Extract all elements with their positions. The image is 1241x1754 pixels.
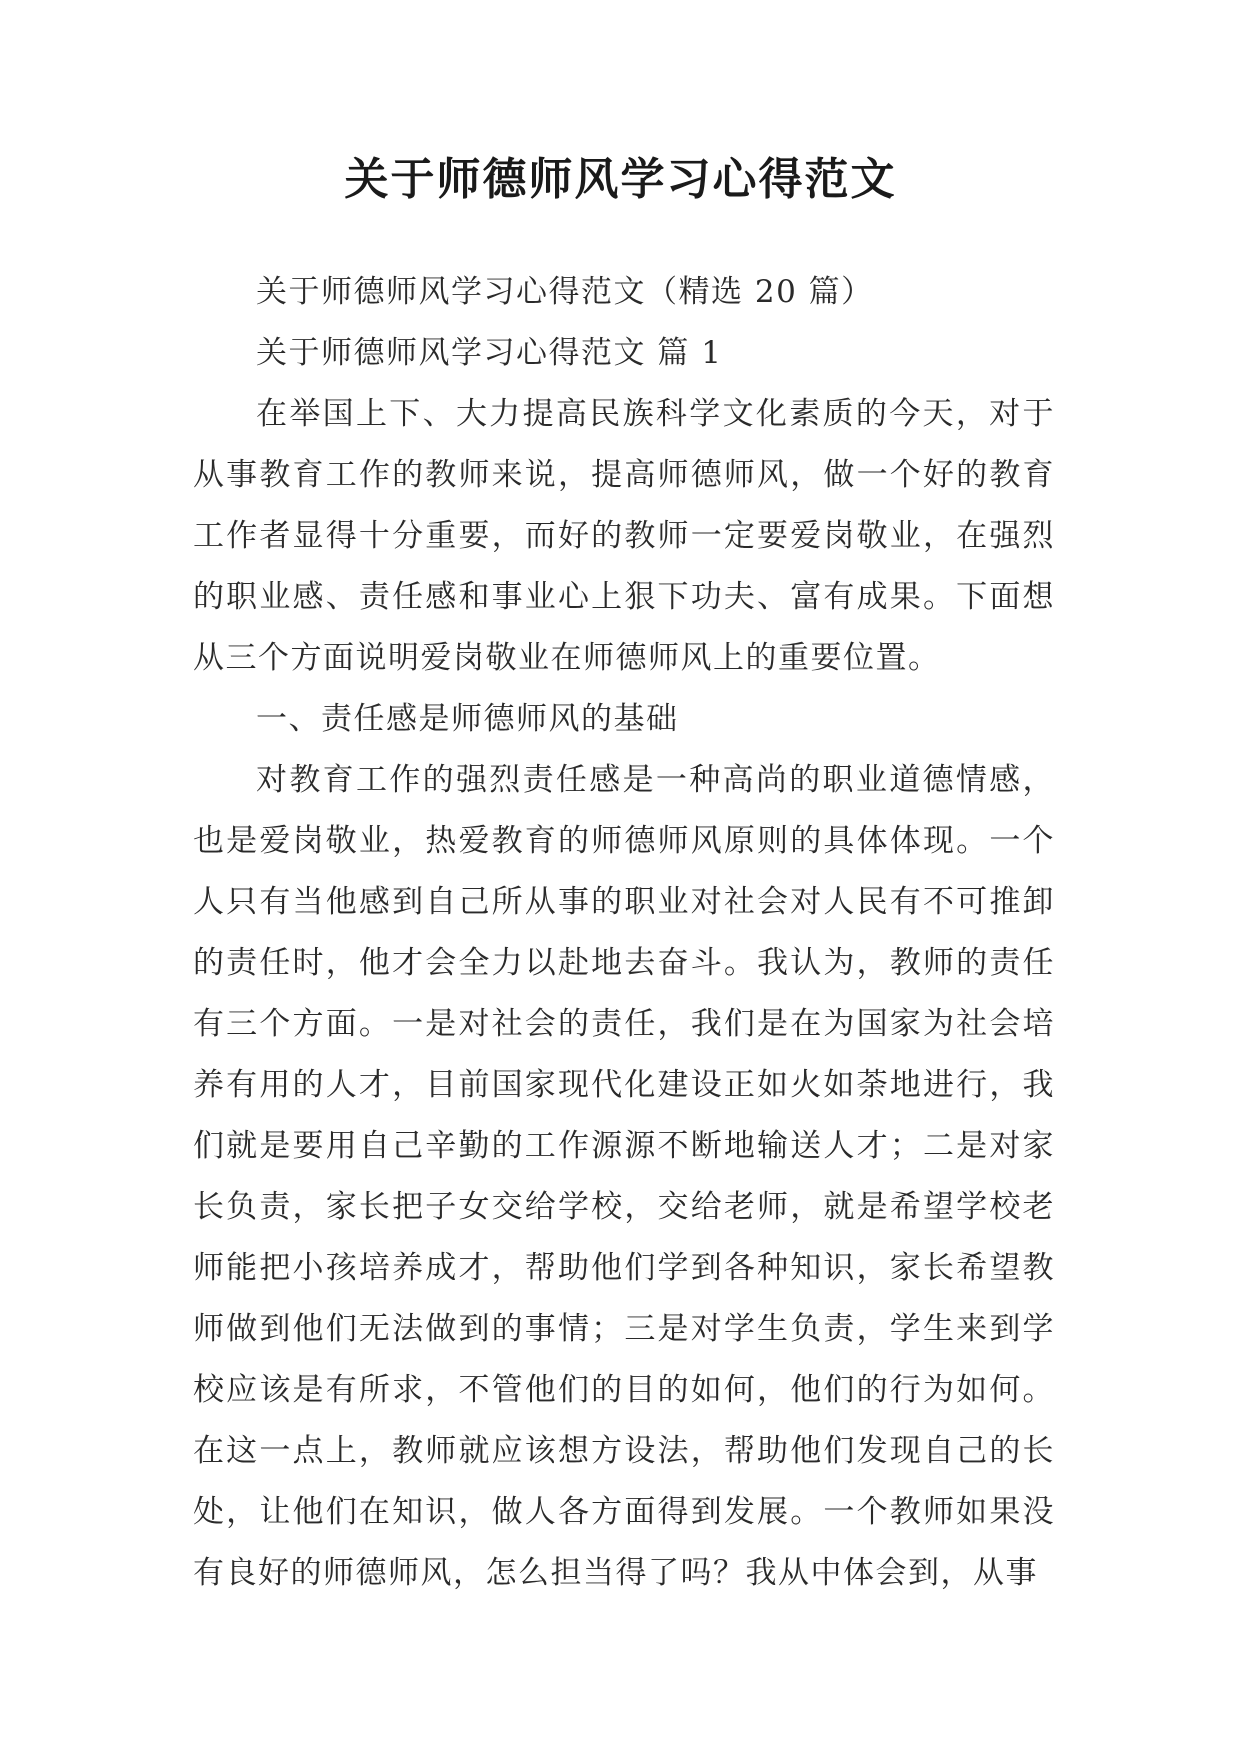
document-title: 关于师德师风学习心得范文 — [344, 154, 897, 205]
subtitle-paragraph: 关于师德师风学习心得范文（精选 20 篇） — [256, 274, 874, 310]
section-heading: 一、责任感是师德师风的基础 — [256, 701, 679, 737]
body-paragraph: 对教育工作的强烈责任感是一种高尚的职业道德情感，也是爱岗敬业，热爱教育的师德师风原则的具体体现。一个人只有当他感到自己所从事的职业对社会对人民有不可推卸的责任时，他才会全力以赴地去奋斗。我认为，教师的责任有三个方面。一是对社会的责任，我们是在为国家为社会培养有用的人才，目前国家现代化建设正如火如荼地进行，我们就是要用自己辛勤的工作源源不断地输送人才；二是对家长负责，家长把子女交给学校，交给老师，就是希望学校老师能把小孩培养成才，帮助他们学到各种知识，家长希望教师做到他们无法做到的事情；三是对学生负责，学生来到学校应该是有所求，不管他们的目的如何，他们的行为如何。在这一点上，教师就应该想方设法，帮助他们发现自己的长处，让他们在知识，做人各方面得到发展。一个教师如果没有良好的师德师风，怎么担当得了吗？我从中体会到，从事 — [193, 762, 1055, 1591]
document-body — [193, 262, 1055, 1604]
section-heading: 关于师德师风学习心得范文 篇 1 — [256, 335, 723, 371]
body-paragraph: 在举国上下、大力提高民族科学文化素质的今天，对于从事教育工作的教师来说，提高师德师风，做一个好的教育工作者显得十分重要，而好的教师一定要爱岗敬业，在强烈的职业感、责任感和事业心上狠下功夫、富有成果。下面想从三个方面说明爱岗敬业在师德师风上的重要位置。 — [193, 396, 1055, 676]
